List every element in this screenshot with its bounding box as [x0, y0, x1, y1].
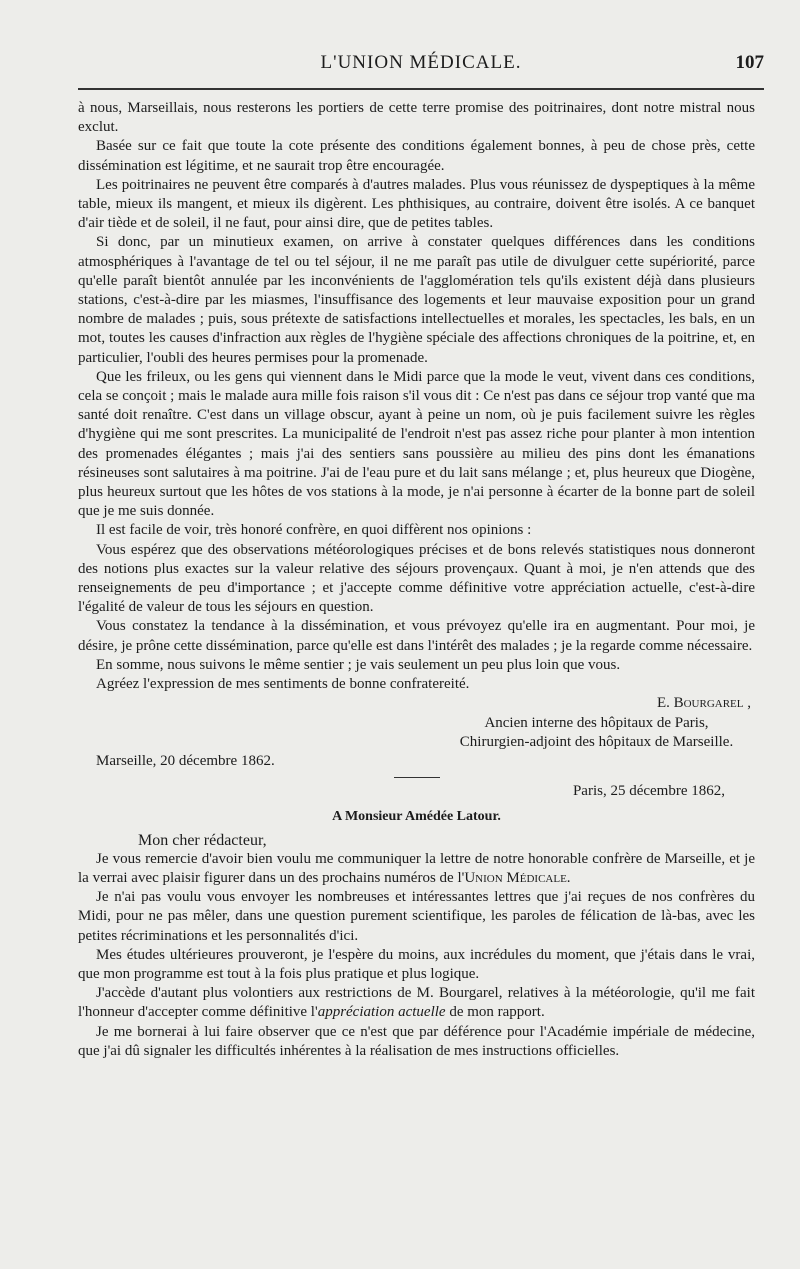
signature-block [78, 694, 755, 713]
salutation: Mon cher rédacteur, [138, 831, 267, 849]
paragraph: Vous constatez la tendance à la dissémination, et vous prévoyez qu'elle ira en augmentant. Pour moi, je désire, je prône cette dissémination, parce qu'elle est dans l'intérêt des malades ; je la regarde comme nécessaire. [78, 618, 755, 654]
author-name: E. Bourgarel , [656, 695, 751, 712]
letter-address: A Monsieur Amédée Latour. [332, 809, 501, 825]
text-run: . [566, 869, 571, 886]
article-body [78, 99, 755, 1061]
paragraph: En somme, nous suivons le même sentier ; je vais seulement un peu plus loin que vous. [96, 656, 621, 673]
text-run: de mon rapport. [445, 1004, 545, 1021]
signature-title-line: Ancien interne des hôpitaux de Paris, [484, 714, 709, 731]
paragraph: Que les frileux, ou les gens qui viennent dans le Midi parce que la mode le veut, vivent dans ces conditions, cela se conçoit ; mais le malade aura mille fois raison s'il vous dit : Ce n'est pas dans ce séjour trop vanté que ma santé doit renaître. C'est dans un village obscur, ayant à peine un nom, où je puis facilement suivre les règles d'hygiène qui me sont prescrites. La municipalité de l'endroit n'est pas assez riche pour planter à mon intention des promenades élégantes ; mais j'ai des sentiers sans poussière au milieu des pins dont les émanations résineuses sont salutaires à ma poitrine. J'ai de l'eau pure et du lait sans mélange ; et, plus heureux que Diogène, plus heureux surtout que les hôtes de vos stations à la mode, je n'ai personne à écarter de la bonne part de soleil que je me suis donnée. [78, 368, 755, 520]
paragraph: Les poitrinaires ne peuvent être comparés à d'autres malades. Plus vous réunissez de dyspeptiques à la même table, mieux ils mangent, et mieux ils digèrent. Les phthisiques, au contraire, doivent être isolés. A ce banquet d'air tiède et de soleil, il ne faut, pour ainsi dire, que de petites tables. [78, 176, 755, 232]
paragraph: Basée sur ce fait que toute la cote présente des conditions également bonnes, à peu de chose près, cette dissémination est légitime, et ne saurait trop être encouragée. [78, 138, 755, 174]
page-number: 107 [735, 52, 764, 73]
paragraph: Si donc, par un minutieux examen, on arrive à constater quelques différences dans les conditions atmosphériques à l'avantage de tel ou tel séjour, il ne me paraît pas utile de divulguer cette supériorité, parce qu'elle paraît bientôt annulée par les inconvénients de l'agglomération tels qu'ils existent déjà dans plusieurs stations, c'est-à-dire par les miasmes, l'insuffisance des logements et leur mauvaise exposition pour un grand nombre de malades ; puis, sous prétexte de satisfactions intellectuelles et morales, les spectacles, les bals, en un mot, toutes les causes d'infraction aux règles de l'hygiène spéciale des affections chroniques de la poitrine, et, en particulier, l'oubli des heures permises pour la promenade. [78, 234, 755, 366]
emphasis: appréciation actuelle [317, 1004, 446, 1021]
paragraph: Vous espérez que des observations météorologiques précises et de bons relevés statistiques nous donneront des notions plus exactes sur la valeur relative des séjours provençaux. Quant à moi, je n'en attends que des renseignements de peu d'importance ; et j'accepte comme définitive votre appréciation actuelle, c'est-à-dire l'égalité de valeur de tous les séjours en question. [78, 541, 755, 616]
paragraph [78, 984, 755, 1022]
paris-dateline: Paris, 25 décembre 1862, [572, 783, 725, 800]
text-run: Je vous remercie d'avoir bien voulu me communiquer la lettre de notre honorable confrère de Marseille, et je la verrai avec plaisir figurer dans un des prochains numéros de l' [78, 850, 755, 886]
paragraph: Mes études ultérieures prouveront, je l'espère du moins, aux incrédules du moment, que j'étais dans le vrai, que mon programme est tout à la fois plus pratique et plus logique. [78, 946, 755, 982]
separator-rule [394, 777, 440, 778]
dateline: Marseille, 20 décembre 1862. [96, 752, 275, 769]
header-rule [78, 88, 764, 90]
paragraph: Je n'ai pas voulu vous envoyer les nombreuses et intéressantes lettres que j'ai reçues de nos confrères du Midi, pour ne pas mêler, dans une question purement scientifique, les paroles de félication de là-bas, avec les petites récriminations et les personnalités d'ici. [78, 889, 755, 944]
paragraph: à nous, Marseillais, nous resterons les portiers de cette terre promise des poitrinaires, dont notre mistral nous exclut. [78, 100, 755, 136]
journal-name: Union Médicale [464, 869, 567, 886]
text-run: J'accède d'autant plus volontiers aux restrictions de M. Bourgarel, relatives à la météorologie, qu'il me fait l'honneur d'accepter comme définitive l' [78, 985, 755, 1021]
paragraph [78, 850, 755, 888]
page-header [78, 52, 764, 78]
signature-name [78, 694, 751, 713]
signature-titles [438, 714, 755, 752]
paragraph: Il est facile de voir, très honoré confrère, en quoi diffèrent nos opinions : [96, 522, 532, 539]
paragraph: Je me bornerai à lui faire observer que ce n'est que par déférence pour l'Académie impériale de médecine, que j'ai dû signaler les difficultés inhérentes à la réalisation de mes instructions officielles. [78, 1023, 755, 1059]
paragraph: Agréez l'expression de mes sentiments de bonne confratereité. [96, 676, 470, 693]
running-title: L'UNION MÉDICALE. [320, 52, 522, 73]
signature-title-line: Chirurgien-adjoint des hôpitaux de Marseille. [459, 733, 734, 750]
